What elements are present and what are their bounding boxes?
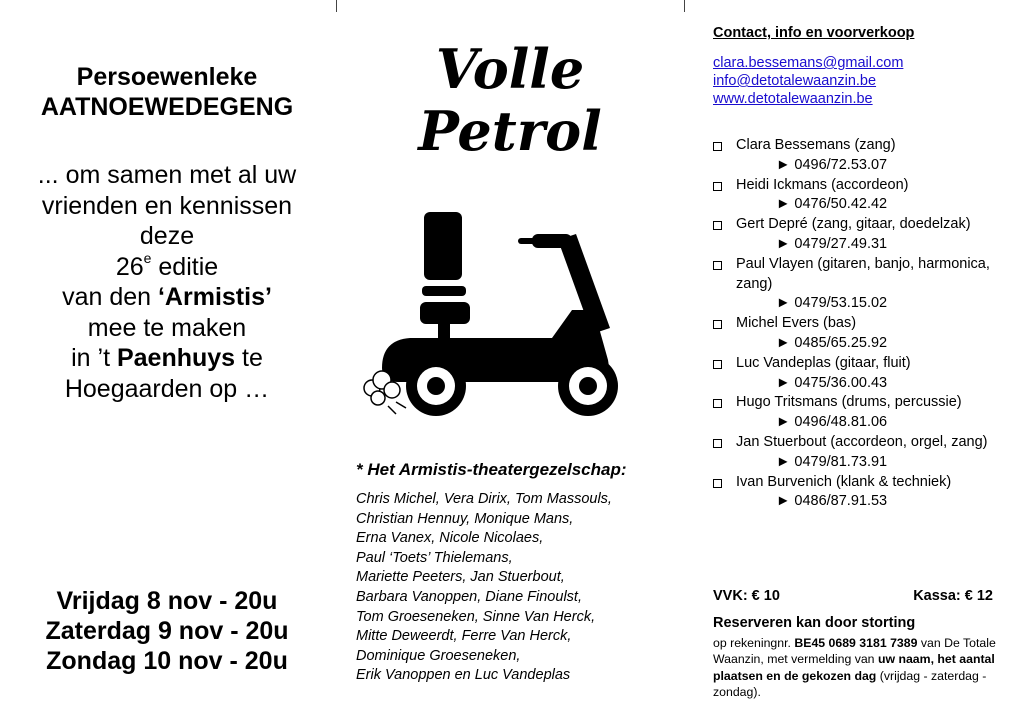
fold-mark-left — [336, 0, 337, 12]
checkbox-square-icon — [713, 221, 722, 230]
checkbox-square-icon — [713, 261, 722, 270]
invitation-line: Hoegaarden op … — [64, 374, 270, 403]
invitation-line: mee te maken — [87, 313, 247, 342]
list-item — [713, 176, 1013, 216]
event-line — [0, 282, 334, 313]
checkbox-square-icon — [713, 399, 722, 408]
venue-prefix: in ’t — [71, 344, 117, 372]
contact-column — [700, 0, 1024, 723]
musician-list — [713, 136, 1013, 512]
musician-name: Hugo Tritsmans (drums, percussie) — [736, 394, 962, 411]
checkbox-square-icon — [713, 320, 722, 329]
edition-line — [0, 252, 334, 283]
event-name: ‘Armistis’ — [157, 283, 272, 311]
invitation-title-line2: AATNOEWEDEGENG — [40, 93, 294, 121]
musician-phone: ► 0476/50.42.42 — [776, 196, 888, 213]
list-item — [713, 354, 1013, 394]
reservation-text-part: op rekeningnr. — [713, 636, 795, 650]
performance-date: Vrijdag 8 nov - 20u — [56, 587, 278, 615]
list-item — [713, 215, 1013, 255]
performance-date: Zondag 10 nov - 20u — [46, 647, 288, 675]
mobility-scooter-icon — [362, 210, 652, 420]
troupe-member-line: Dominique Groeseneken, — [356, 647, 521, 664]
invitation-column — [0, 0, 334, 723]
reservation-required-info: uw naam, het aantal plaatsen en de gekozen dag — [713, 652, 995, 683]
edition-superscript: e — [143, 250, 152, 267]
reservation-text-part: van De Totale Waanzin, met vermelding van — [713, 636, 996, 667]
musician-name: Heidi Ickmans (accordeon) — [736, 176, 909, 193]
email-link-info[interactable]: info@detotalewaanzin.be — [713, 73, 877, 89]
musician-phone: ► 0486/87.91.53 — [776, 493, 888, 510]
troupe-member-line: Christian Hennuy, Monique Mans, — [356, 510, 574, 527]
musician-phone: ► 0479/81.73.91 — [776, 453, 888, 470]
invitation-line: deze — [139, 222, 195, 250]
venue-suffix: te — [235, 344, 263, 372]
musician-phone: ► 0479/27.49.31 — [776, 235, 888, 252]
box-office-price: Kassa: € 12 — [913, 588, 993, 604]
ticket-prices — [713, 588, 993, 604]
checkbox-square-icon — [713, 439, 722, 448]
musician-phone: ► 0496/72.53.07 — [776, 156, 888, 173]
checkbox-square-icon — [713, 479, 722, 488]
venue-name: Paenhuys — [116, 344, 236, 372]
musician-name: Michel Evers (bas) — [736, 315, 857, 332]
list-item — [713, 433, 1013, 473]
reservation-title: Reserveren kan door storting — [713, 615, 916, 631]
contact-heading: Contact, info en voorverkoop — [713, 25, 915, 41]
musician-name: Gert Depré (zang, gitaar, doedelzak) — [736, 216, 971, 233]
troupe-members — [356, 490, 686, 686]
reservation-text-part: (vrijdag - zaterdag - zondag). — [713, 668, 987, 699]
list-item — [713, 314, 1013, 354]
show-title — [340, 38, 680, 162]
list-item — [713, 255, 1013, 314]
list-item — [713, 393, 1013, 433]
musician-phone: ► 0496/48.81.06 — [776, 414, 888, 431]
troupe-member-line: Erik Vanoppen en Luc Vandeplas — [356, 667, 571, 684]
email-link-clara[interactable]: clara.bessemans@gmail.com — [713, 55, 904, 71]
musician-phone: ► 0475/36.00.43 — [776, 374, 888, 391]
show-title-line2: Petrol — [418, 99, 602, 163]
edition-word: editie — [151, 252, 219, 281]
checkbox-square-icon — [713, 182, 722, 191]
show-title-line1: Volle — [435, 37, 585, 101]
performance-dates — [0, 586, 334, 676]
musician-phone: ► 0479/53.15.02 — [776, 295, 888, 312]
troupe-member-line: Paul ‘Toets’ Thielemans, — [356, 549, 513, 566]
musician-phone: ► 0485/65.25.92 — [776, 334, 888, 351]
musician-name: Ivan Burvenich (klank & techniek) — [736, 473, 952, 490]
venue-line — [0, 343, 334, 374]
performance-date: Zaterdag 9 nov - 20u — [45, 617, 289, 645]
troupe-heading: * Het Armistis-theatergezelschap: — [356, 460, 627, 479]
presale-price: VVK: € 10 — [713, 588, 780, 604]
invitation-line: ... om samen met al uw — [37, 161, 297, 189]
contact-links — [713, 54, 903, 108]
account-number: BE45 0689 3181 7389 — [794, 636, 918, 650]
troupe-member-line: Barbara Vanoppen, Diane Finoulst, — [356, 588, 582, 605]
event-prefix: van den — [62, 283, 158, 311]
invitation-line: vrienden en kennissen — [41, 191, 293, 220]
invitation-text — [0, 160, 334, 404]
musician-name: Clara Bessemans (zang) — [736, 137, 896, 153]
musician-name: Luc Vandeplas (gitaar, fluit) — [736, 354, 911, 371]
musician-name: Paul Vlayen (gitaren, banjo, harmonica, zang) — [736, 255, 990, 292]
checkbox-square-icon — [713, 360, 722, 369]
invitation-title — [0, 62, 334, 122]
troupe-member-line: Mariette Peeters, Jan Stuerbout, — [356, 569, 565, 586]
troupe-member-line: Tom Groeseneken, Sinne Van Herck, — [356, 608, 596, 625]
troupe-member-line: Erna Vanex, Nicole Nicolaes, — [356, 530, 544, 547]
fold-mark-right — [684, 0, 685, 12]
invitation-title-line1: Persoewenleke — [76, 63, 258, 91]
troupe-member-line: Mitte Deweerdt, Ferre Van Herck, — [356, 628, 572, 645]
troupe-member-line: Chris Michel, Vera Dirix, Tom Massouls, — [356, 491, 612, 507]
reservation-text — [713, 635, 1008, 700]
musician-name: Jan Stuerbout (accordeon, orgel, zang) — [736, 433, 988, 450]
checkbox-square-icon — [713, 142, 722, 151]
list-item — [713, 136, 1013, 176]
list-item — [713, 473, 1013, 513]
edition-number: 26 — [115, 252, 144, 281]
show-column — [340, 0, 680, 723]
website-link[interactable]: www.detotalewaanzin.be — [713, 91, 873, 107]
